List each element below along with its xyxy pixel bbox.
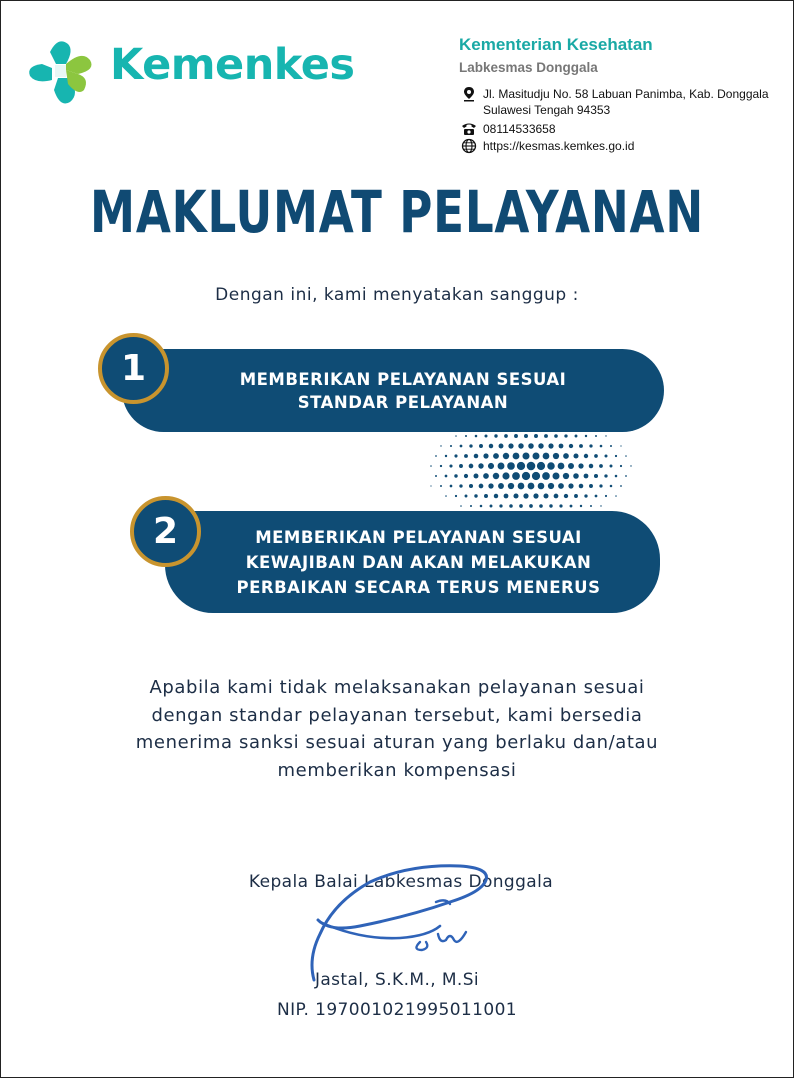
halftone-dot (504, 494, 509, 499)
telephone-icon (461, 121, 477, 137)
halftone-dot (548, 443, 553, 448)
website-row (461, 138, 634, 154)
logo-wordmark: Kemenkes (110, 40, 355, 90)
halftone-dot (469, 444, 472, 447)
halftone-dot (489, 444, 493, 448)
halftone-dot (430, 485, 431, 486)
halftone-dot (435, 475, 437, 477)
halftone-dot (543, 453, 550, 460)
halftone-dot (574, 494, 578, 498)
address-line-1: Jl. Masitudju No. 58 Labuan Panimba, Kab. Donggala (483, 87, 769, 101)
address-row (461, 86, 769, 118)
halftone-dot (575, 435, 578, 438)
website-url[interactable]: https://kesmas.kemkes.go.id (483, 139, 635, 153)
halftone-dot (440, 465, 442, 467)
halftone-dot (543, 493, 548, 498)
page-title: MAKLUMAT PELAYANAN (90, 178, 704, 246)
halftone-dot (484, 494, 488, 498)
halftone-dot (508, 443, 513, 448)
halftone-dot (528, 483, 535, 490)
halftone-dot (559, 444, 564, 449)
halftone-dot (450, 485, 453, 488)
commitment-2-banner (165, 511, 660, 613)
halftone-dot (558, 463, 565, 470)
halftone-dot (548, 483, 554, 489)
commitment-1-label: MEMBERIKAN PELAYANAN SESUAI STANDAR PELAYANAN (239, 369, 567, 412)
halftone-dot (469, 484, 473, 488)
halftone-dot (532, 472, 540, 480)
halftone-dot (494, 434, 497, 437)
halftone-dot (508, 483, 514, 489)
halftone-dot (465, 495, 468, 498)
halftone-dot (499, 504, 502, 507)
halftone-dot (610, 445, 612, 447)
halftone-dot (595, 495, 598, 498)
halftone-dot (475, 435, 478, 438)
halftone-dot (600, 445, 603, 448)
halftone-dot (450, 445, 452, 447)
halftone-dot (488, 483, 493, 488)
signatory-name: Jastal, S.K.M., M.Si (314, 970, 480, 990)
halftone-dot (605, 435, 606, 436)
halftone-dot (584, 494, 587, 497)
halftone-dot (594, 474, 598, 478)
halftone-dot (483, 473, 489, 479)
halftone-dot (440, 485, 442, 487)
kemenkes-emblem-icon (22, 34, 102, 114)
halftone-dot (479, 484, 484, 489)
halftone-dot (513, 493, 518, 498)
halftone-dot (522, 472, 530, 480)
signatory-nip: NIP. 197001021995011001 (276, 1000, 518, 1020)
halftone-dot (620, 465, 622, 467)
halftone-dot (464, 454, 468, 458)
halftone-dot (464, 474, 468, 478)
halftone-dot (585, 435, 587, 437)
halftone-dot (625, 475, 627, 477)
halftone-dot (430, 465, 432, 467)
halftone-dot (480, 505, 483, 508)
halftone-dot (493, 473, 499, 479)
halftone-dot (589, 464, 593, 468)
halftone-dot (549, 504, 552, 507)
halftone-dot (605, 455, 608, 458)
halftone-dot (454, 454, 457, 457)
halftone-dot (469, 464, 474, 469)
unit-name: Labkesmas Donggala (459, 60, 598, 75)
halftone-dot (538, 483, 545, 490)
halftone-dot (538, 443, 543, 448)
halftone-dot (553, 453, 559, 459)
halftone-dot (512, 472, 520, 480)
commitment-2-label: MEMBERIKAN PELAYANAN SESUAI KEWAJIBAN DAN AKAN MELAKUKAN PERBAIKAN SECARA TERUS MENERUS (236, 527, 601, 597)
halftone-dot (605, 495, 607, 497)
halftone-dot (518, 483, 525, 490)
halftone-dot (504, 434, 508, 438)
halftone-dot (569, 444, 573, 448)
halftone-dot (563, 453, 569, 459)
halftone-dot (518, 443, 523, 448)
halftone-dot (524, 434, 528, 438)
halftone-dot (498, 463, 505, 470)
halftone-dot (459, 464, 463, 468)
ministry-name: Kementerian Kesehatan (459, 35, 653, 54)
halftone-dot (604, 474, 607, 477)
halftone-dot (568, 483, 573, 488)
halftone-dot (564, 434, 567, 437)
halftone-dot (573, 453, 578, 458)
halftone-dot (584, 474, 589, 479)
halftone-dot (594, 454, 598, 458)
halftone-dot (599, 464, 603, 468)
kemenkes-logo (22, 34, 355, 114)
halftone-dot (563, 473, 569, 479)
halftone-dot (493, 453, 499, 459)
halftone-dots-decoration (410, 430, 650, 520)
phone-number: 08114533658 (483, 122, 556, 136)
halftone-dot (498, 483, 504, 489)
signatory-role: Kepala Balai Labkesmas Donggala (248, 872, 554, 892)
halftone-dot (595, 435, 597, 437)
intro-text: Dengan ini, kami menyatakan sanggup : (215, 285, 579, 305)
halftone-dot (470, 505, 472, 507)
globe-icon (461, 138, 477, 154)
halftone-dot (490, 505, 493, 508)
halftone-dot (579, 484, 584, 489)
halftone-dot (630, 465, 631, 466)
halftone-dot (460, 505, 462, 507)
halftone-dot (558, 483, 564, 489)
halftone-dot (503, 453, 509, 459)
halftone-dot (474, 474, 479, 479)
halftone-dot (449, 464, 452, 467)
halftone-dot (600, 505, 601, 506)
halftone-dot (554, 434, 558, 438)
halftone-dot (547, 462, 554, 469)
halftone-dot (533, 453, 540, 460)
halftone-dot (519, 504, 523, 508)
halftone-dot (483, 453, 488, 458)
halftone-dot (544, 434, 548, 438)
halftone-dot (509, 504, 513, 508)
halftone-dot (513, 453, 520, 460)
halftone-dot (568, 463, 574, 469)
commitment-1-banner (122, 349, 664, 432)
halftone-dot (445, 475, 448, 478)
commitment-2-number-badge: 2 (130, 496, 201, 567)
commitment-1-number-badge: 1 (98, 333, 169, 404)
halftone-dot (564, 494, 568, 498)
halftone-dot (610, 485, 613, 488)
halftone-dot (494, 494, 498, 498)
halftone-dot (455, 495, 457, 497)
halftone-dot (537, 462, 545, 470)
halftone-dot (478, 463, 483, 468)
halftone-dot (523, 493, 528, 498)
address-line-2: Sulawesi Tengah 94353 (483, 103, 611, 117)
halftone-dot (573, 473, 579, 479)
halftone-dot (579, 444, 583, 448)
halftone-dot (578, 463, 583, 468)
halftone-dot (599, 484, 602, 487)
halftone-dot (610, 465, 613, 468)
halftone-dot (589, 484, 593, 488)
halftone-dot (522, 452, 529, 459)
halftone-dot (479, 444, 483, 448)
halftone-dot (435, 455, 437, 457)
halftone-dot (553, 473, 560, 480)
halftone-dot (440, 445, 441, 446)
halftone-dot (580, 505, 582, 507)
halftone-dot (528, 443, 534, 449)
halftone-dot (625, 455, 627, 457)
halftone-dot (529, 504, 533, 508)
halftone-dot (542, 472, 550, 480)
halftone-dot (454, 474, 457, 477)
location-pin-icon (461, 86, 477, 102)
statement-paragraph: Apabila kami tidak melaksanakan pelayanan sesuai dengan standar pelayanan tersebut, kami bersedia menerima sanksi sesuai aturan yang berlaku dan/atau memberikan kompensasi (135, 677, 659, 781)
halftone-dot (455, 435, 457, 437)
halftone-dot (499, 444, 504, 449)
halftone-dot (584, 454, 588, 458)
halftone-dot (620, 485, 622, 487)
halftone-dot (534, 434, 538, 438)
halftone-dot (615, 455, 617, 457)
halftone-dot (527, 462, 536, 471)
halftone-dot (589, 444, 592, 447)
halftone-dot (474, 494, 477, 497)
halftone-dot (615, 495, 617, 497)
halftone-dot (474, 454, 479, 459)
halftone-dot (485, 435, 488, 438)
halftone-dot (590, 505, 592, 507)
halftone-dot (517, 462, 525, 470)
halftone-dot (502, 472, 509, 479)
halftone-dot (554, 494, 559, 499)
halftone-dot (559, 504, 562, 507)
halftone-dot (465, 435, 467, 437)
halftone-dot (459, 484, 462, 487)
halftone-dot (570, 505, 573, 508)
halftone-dot (507, 462, 515, 470)
halftone-dot (514, 434, 518, 438)
halftone-dot (488, 463, 494, 469)
halftone-dot (620, 445, 621, 446)
halftone-dot (445, 495, 447, 497)
halftone-dot (445, 455, 447, 457)
halftone-dot (533, 493, 538, 498)
phone-row (461, 121, 556, 137)
halftone-dot (539, 504, 543, 508)
halftone-dot (615, 475, 618, 478)
halftone-dot (460, 445, 463, 448)
